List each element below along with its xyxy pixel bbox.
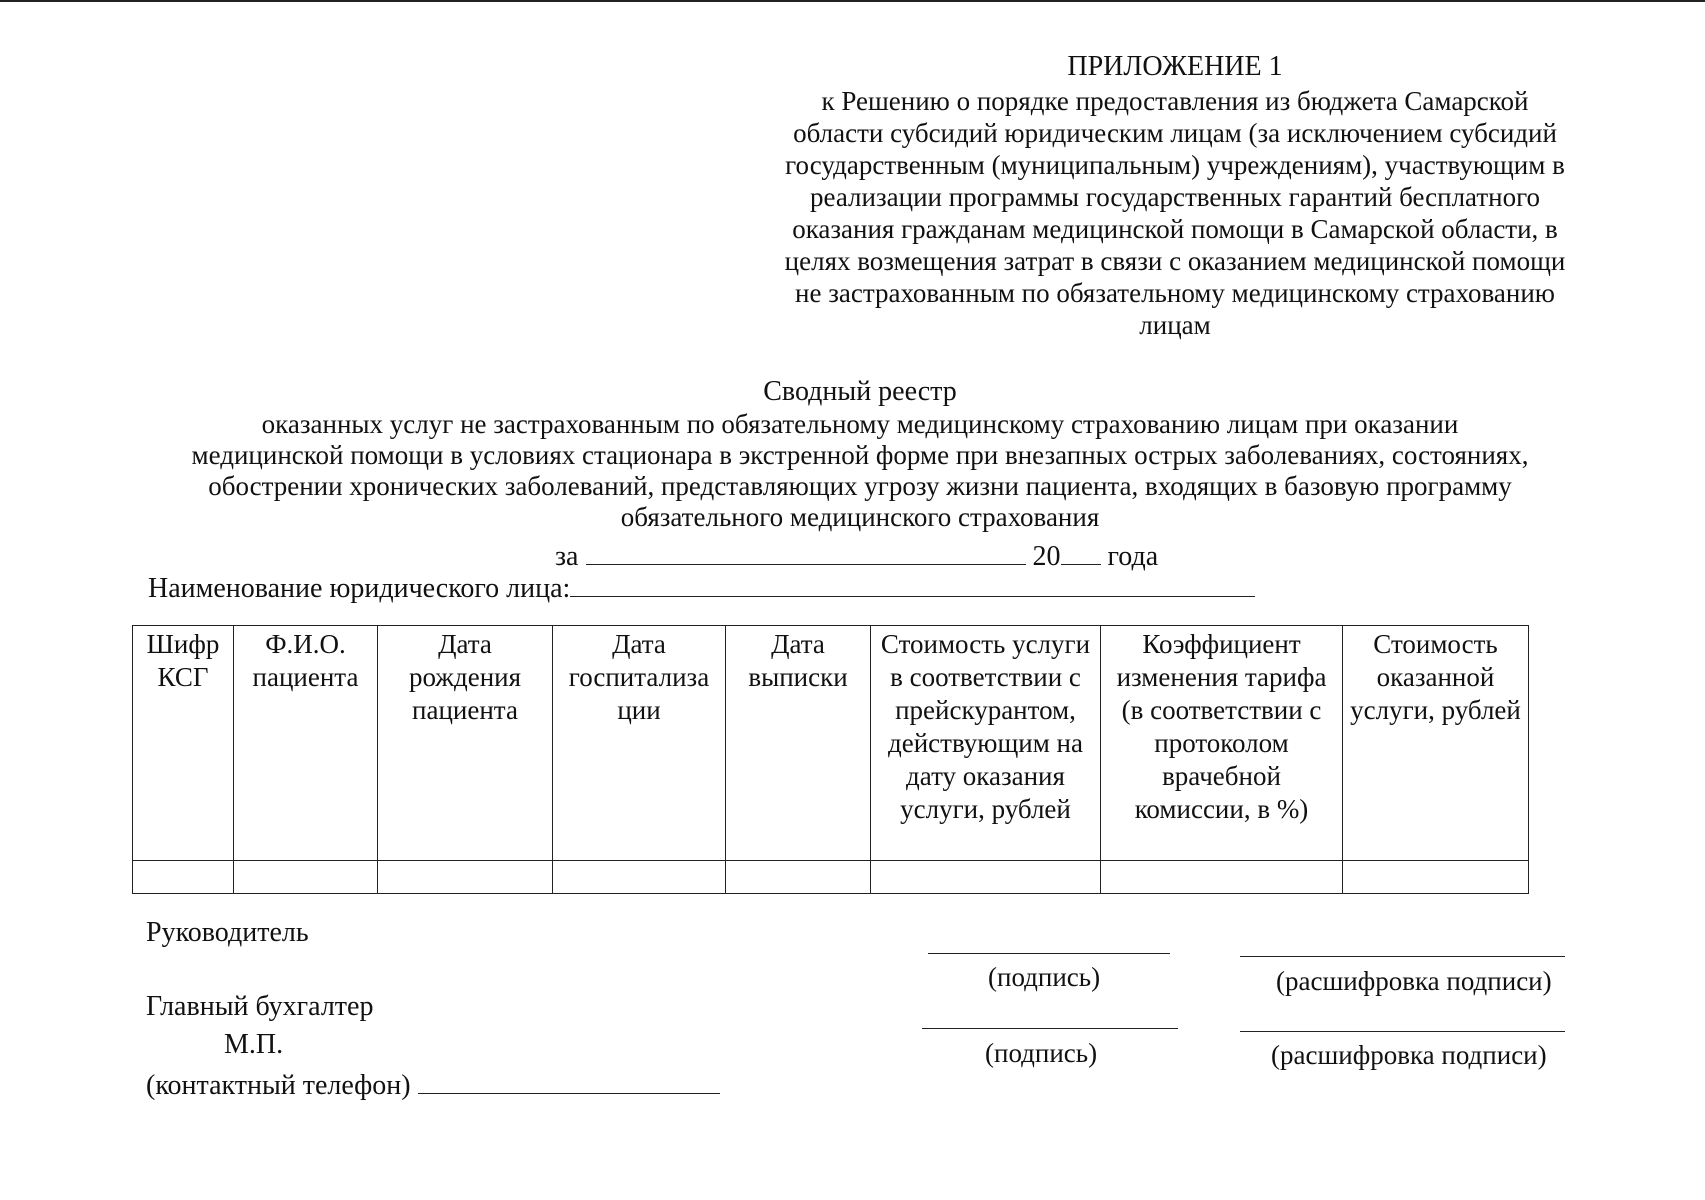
stamp-label: М.П. <box>224 1029 284 1060</box>
head-decode-line[interactable] <box>1240 956 1565 957</box>
registry-title: Сводный реестр <box>763 376 957 407</box>
period-line <box>555 538 1158 573</box>
table-cell[interactable] <box>1101 861 1343 894</box>
appendix-line: не застрахованным по обязательному медицинскому страхованию <box>795 278 1555 309</box>
entity-label: Наименование юридического лица: <box>148 573 571 604</box>
registry-subtitle-line: оказанных услуг не застрахованным по обязательному медицинскому страхованию лицам при оказании <box>261 409 1459 439</box>
table-cell[interactable] <box>553 861 726 894</box>
accountant-decode-line[interactable] <box>1240 1031 1565 1032</box>
appendix-line: целях возмещения затрат в связи с оказанием медицинской помощи <box>784 246 1566 277</box>
column-header-tariff-coefficient: Коэффициент изменения тарифа (в соответствии с протоколом врачебной комиссии, в %) <box>1101 626 1343 861</box>
period-year-prefix: 20 <box>1032 541 1061 572</box>
phone-label: (контактный телефон) <box>146 1070 411 1101</box>
table-cell[interactable] <box>1343 861 1529 894</box>
column-header-service-cost: Стоимость оказанной услуги, рублей <box>1343 626 1529 861</box>
appendix-line: лицам <box>1139 310 1211 341</box>
accountant-label: Главный бухгалтер <box>146 991 374 1022</box>
period-suffix: года <box>1107 541 1159 572</box>
registry-heading <box>130 375 1590 533</box>
table-header-row <box>133 626 1529 861</box>
appendix-line: области субсидий юридическим лицам (за исключением субсидий <box>793 118 1557 149</box>
accountant-signature-caption: (подпись) <box>985 1038 1098 1068</box>
column-header-discharge-date: Дата выписки <box>726 626 871 861</box>
column-header-admission-date: Дата госпитализа ции <box>553 626 726 861</box>
registry-subtitle-line: медицинской помощи в условиях стационара в экстренной форме при внезапных острых заболеваниях, состояниях, <box>191 440 1529 470</box>
head-decode-caption: (расшифровка подписи) <box>1276 966 1552 996</box>
phone-line <box>146 1067 720 1102</box>
period-year-field[interactable] <box>1061 538 1101 565</box>
registry-subtitle-line: обострении хронических заболеваний, представляющих угрозу жизни пациента, входящих в базовую программу <box>208 471 1512 501</box>
top-border <box>0 0 1705 2</box>
table-cell[interactable] <box>726 861 871 894</box>
table-cell[interactable] <box>871 861 1101 894</box>
registry-subtitle-line: обязательного медицинского страхования <box>620 502 1100 532</box>
phone-field[interactable] <box>418 1067 720 1094</box>
registry-table <box>132 625 1529 894</box>
appendix-block <box>760 50 1590 341</box>
table-cell[interactable] <box>133 861 234 894</box>
column-header-patient-name: Ф.И.О. пациента <box>234 626 378 861</box>
accountant-signature-line[interactable] <box>922 1028 1178 1029</box>
table-row <box>133 861 1529 894</box>
period-month-field[interactable] <box>586 538 1026 565</box>
table-cell[interactable] <box>234 861 378 894</box>
entity-name-field[interactable] <box>570 570 1255 597</box>
head-signature-caption: (подпись) <box>988 962 1101 992</box>
head-signature-line[interactable] <box>928 953 1170 954</box>
entity-line <box>148 570 1255 605</box>
column-header-ksg-code: Шифр КСГ <box>133 626 234 861</box>
head-label: Руководитель <box>146 917 309 948</box>
column-header-price-list-cost: Стоимость услуги в соответствии с прейскурантом, действующим на дату оказания услуги, рублей <box>871 626 1101 861</box>
table-cell[interactable] <box>378 861 553 894</box>
accountant-decode-caption: (расшифровка подписи) <box>1271 1040 1547 1070</box>
appendix-line: к Решению о порядке предоставления из бюджета Самарской <box>821 86 1529 117</box>
appendix-title: ПРИЛОЖЕНИЕ 1 <box>1067 51 1283 82</box>
period-prefix: за <box>555 541 579 572</box>
appendix-line: оказания гражданам медицинской помощи в Самарской области, в <box>792 214 1558 245</box>
column-header-birth-date: Дата рождения пациента <box>378 626 553 861</box>
appendix-line: государственным (муниципальным) учреждениям), участвующим в <box>785 150 1565 181</box>
appendix-line: реализации программы государственных гарантий бесплатного <box>810 182 1540 213</box>
